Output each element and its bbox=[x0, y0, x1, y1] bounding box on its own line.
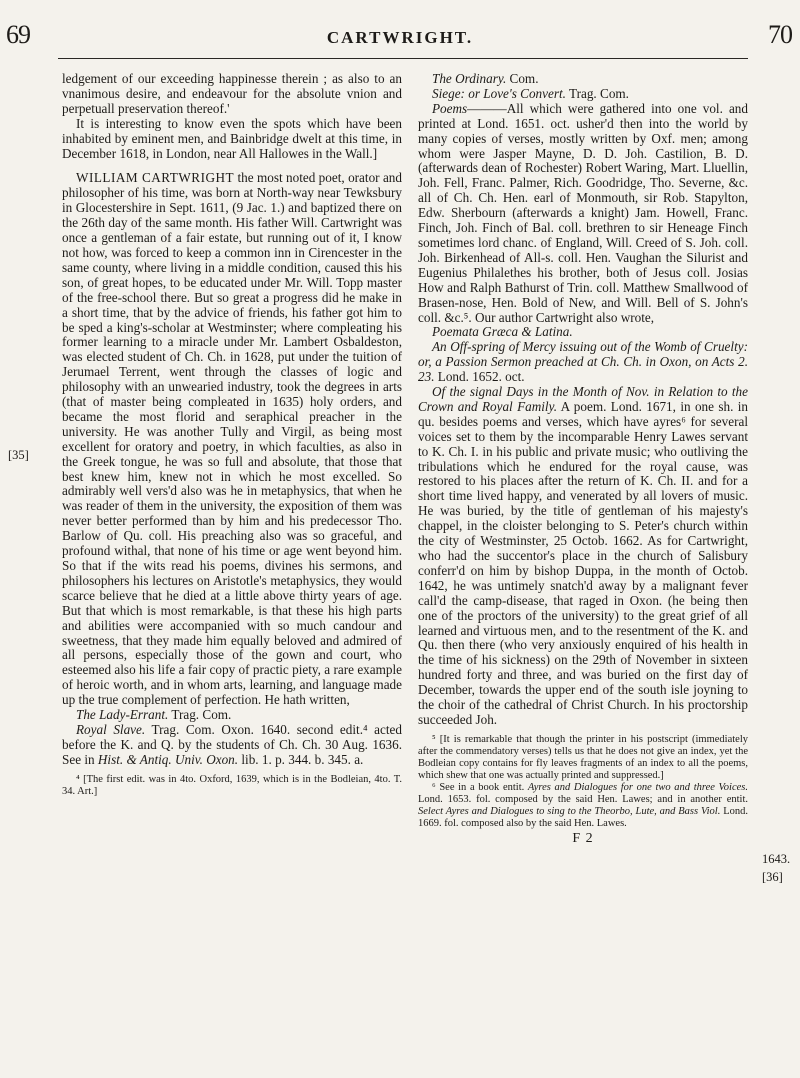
work-poemata: Poemata Græca & Latina. bbox=[432, 324, 573, 340]
footnote-4: ⁴ [The first edit. was in 4to. Oxford, 1639, which is in the Bodleian, 4to. T. 34. Art.] bbox=[62, 773, 402, 797]
left-column bbox=[62, 72, 402, 798]
subject-name: WILLIAM CARTWRIGHT bbox=[76, 170, 235, 186]
margin-note-right: [36] bbox=[762, 870, 783, 884]
paragraph-continuation: ledgement of our exceeding happinesse therein ; as also to an vnanimous desire, and endeavour for the absolute vnion and perpetuall preservation thereof.' bbox=[62, 71, 402, 116]
work-signal-days: Of the signal Days in the Month of Nov. in Relation to the Crown and Royal Family. A poem. Lond. 1671, in one sh. in qu. besides poems and verses, which have ayres⁶ for several voices set to them by the incomparable Henry Lawes servant to K. Ch. I. in his public and private music; who outliving the tribulations which he endured for the royal cause, was restored to his places after the return of K. Ch. II. and for a short time lived happy, and venerated by all lovers of music. He was buried, by the title of gentleman of his majesty's chappel, in the cloister belonging to S. Peter's church within the city of Westminster, 25 Octob. 1662. As for Cartwright, who had the succentor's place in the church of Salisbury conferr'd on him by bishop Duppa, in the month of Octob. 1642, he was untimely snatch'd away by a malignant fever call'd the camp-disease, that raged in Oxon. (he being then one of the proctors of the university) to the great grief of all learned and virtuous men, and to the resentment of the K. and Qu. then there (who very anxiously enquired of his health in the time of his sickness) on the 29th of November in sixteen hundred forty and three, and was buried on the first day of December, towards the upper end of the south isle joyning to the choir of the cathedral of Christ Church. In his proctorship succeeded Joh. bbox=[418, 384, 749, 727]
work-royal-slave: Royal Slave. Trag. Com. Oxon. 1640. second edit.⁴ acted before the K. and Q. by the students of Ch. Ch. 30 Aug. 1636. See in Hist. & Antiq. Univ. Oxon. lib. 1. p. 344. b. 345. a. bbox=[62, 721, 402, 767]
page-header bbox=[0, 0, 800, 64]
bio-text: the most noted poet, orator and philosopher of his time, was born at North-way near Tewksbury in Glocestershire in Sept. 1611, (9 Jac. 1.) and baptized there on the 26th day of the same month. His father Will. Cartwright was once a gentleman of a fair estate, but running out of it, I know not how, was forced to keep a common inn in Cirencester in the same county, where living in a middle condition, caused this his son, of great hopes, to be educated under Mr. Will. Topp master of the free-school there. But so great a progress did he make in a short time, that by the advice of friends, his father got him to be sped a king's-scholar at Westminster; where compleating his former learning to a miracle under Mr. Lambert Osbaldeston, was elected student of Ch. Ch. in 1628, put under the tuition of Jerumael Terrent, went through the classes of logic and philosophy with an unwearied industry, took the degrees in arts (that of master being compleated in 1635) holy orders, and became the most florid and seraphical preacher in the university. He was another Tully and Virgil, as being most excellent for oratory and poetry, in which faculties, as also in the Greek tongue, he was so full and absolute, that those that best knew him, knew not in which he most excelled. So admirably well vers'd also was he in metaphysics, that when he was reader of them in the university, the exposition of them was never better performed than by him and his predecessor Tho. Barlow of Qu. coll. His preaching also was so graceful, and profound withal, that none of his time or age went beyond him. So that if the wits read his poems, divines his sermons, and philosophers his lectures on Aristotle's metaphysics, they would scarce believe that he died at a little above thirty years of age. But that which is most remarkable, is that these his high parts and abilities were accompanied with so much candour and sweetness, that they made him equally beloved and admired of all persons, especially those of the gown and court, who esteemed also his life a fair copy of practic piety, a rare example of heroic worth, and in whom arts, learning, and language made up the true complement of perfection. He hath written, bbox=[62, 170, 402, 708]
margin-note-year: 1643. bbox=[762, 852, 791, 866]
margin-note-left: [35] bbox=[8, 448, 29, 462]
work-ordinary: The Ordinary. Com. bbox=[432, 71, 539, 86]
footnote-5: ⁵ [It is remarkable that though the printer in his postscript (immediately after the commendatory verses) tells us that he does not give an index, yet the Bodleian copy contains for fly leaves fragments of an index to all the poems, which shew that one was actually printed and suppressed.] bbox=[418, 733, 748, 781]
page-number-left: 69 bbox=[6, 20, 30, 49]
right-column bbox=[418, 72, 748, 847]
paragraph-cartwright-bio bbox=[62, 171, 402, 708]
running-title: CARTWRIGHT. bbox=[326, 28, 474, 47]
signature-mark: F 2 bbox=[572, 830, 594, 846]
page-number-right: 70 bbox=[768, 20, 792, 49]
work-poems: Poems———All which were gathered into one vol. and printed at Lond. 1651. oct. usher'd then into the world by many copies of verses, mostly written by Oxf. men; among whom were Jasper Mayne, D. D. Joh. Castilion, B. D. (afterwards dean of Rochester) Robert Waring, Mart. Lluellin, Joh. Fell, Franc. Palmer, Rich. Goodridge, Tho. Severne, &c. all of Ch. Ch. Hen. earl of Monmouth, sir Rob. Stapylton, Edw. Sherbourn (afterwards a knight) Jam. Howell, Franc. Finch, Joh. Finch of Bal. coll. brethren to sir Heneage Finch sometimes lord chanc. of England, Will. Creed of S. Joh. coll. Joh. Birkenhead of All-s. coll. Hen. Vaughan the Silurist and Eugenius Philalethes his brother, both of Jesus coll. Josias How and Ralph Bathurst of Trin. coll. Matthew Smallwood of Brasen-nose, Hen. Bold of New, and Will. Bell of S. John's coll. &c.⁵. Our author Cartwright also wrote, bbox=[418, 100, 748, 325]
footnote-6: ⁶ See in a book entit. Ayres and Dialogues for one two and three Voices. Lond. 1653. fol. composed by the said Hen. Lawes; and in another entit. Select Ayres and Dialogues to sing to the Theorbo, Lute, and Bass Viol. Lond. 1669. fol. composed also by the said Hen. Lawes. bbox=[418, 781, 749, 829]
work-offspring-of-mercy: An Off-spring of Mercy issuing out of the Womb of Cruelty: or, a Passion Sermon preached at Ch. Ch. in Oxon, on Acts 2. 23. Lond. 1652. oct. bbox=[418, 339, 748, 385]
paragraph-bainbridge: It is interesting to know even the spots which have been inhabited by eminent men, and Bainbridge dwelt at this time, in December 1618, in London, near All Hallowes in the Wall.] bbox=[62, 115, 402, 161]
work-siege: Siege: or Love's Convert. Trag. Com. bbox=[432, 85, 629, 101]
work-lady-errant: The Lady-Errant. Trag. Com. bbox=[76, 707, 232, 723]
header-rule bbox=[58, 58, 748, 59]
